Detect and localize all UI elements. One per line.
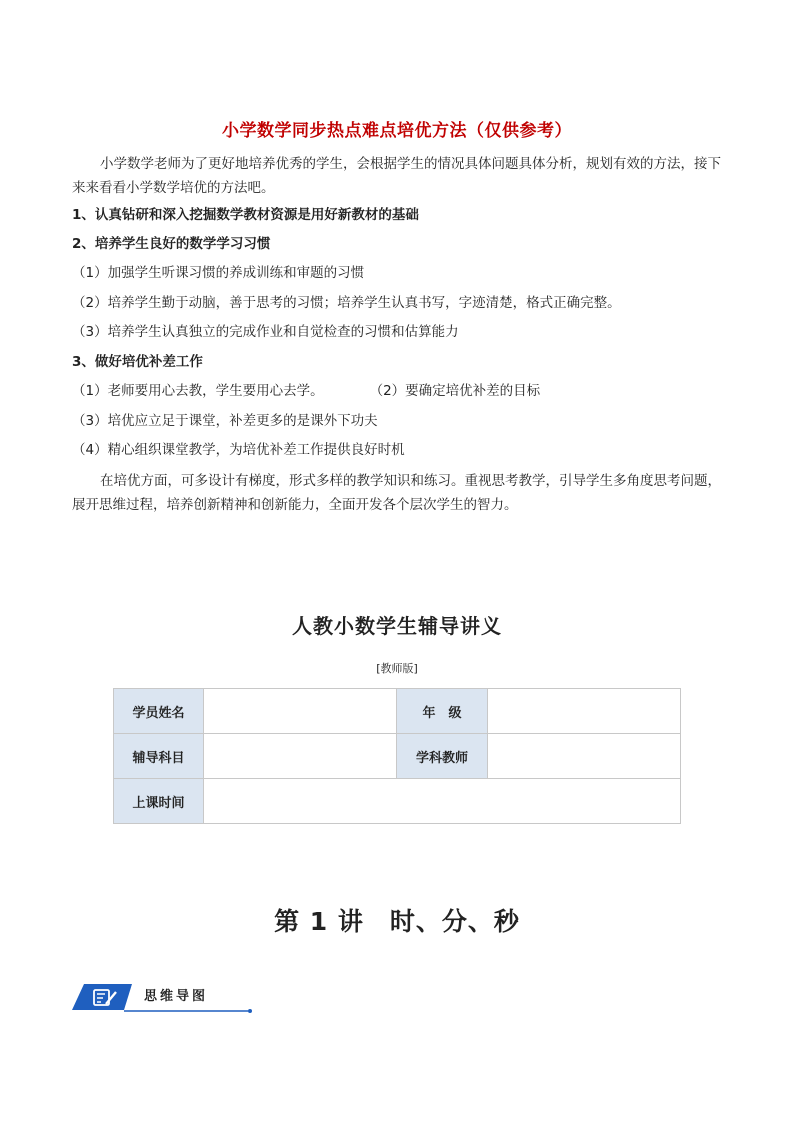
mindmap-label: 思维导图 xyxy=(144,989,209,1004)
intro-paragraph: 小学数学老师为了更好地培养优秀的学生，会根据学生的情况具体问题具体分析，规划有效的方法，接下来来看看小学数学培优的方法吧。 xyxy=(72,156,721,196)
mindmap-section-header xyxy=(72,982,254,1014)
section-3-item-2: （2）要确定培优补差的目标 xyxy=(369,383,541,399)
section-3-item-3: （3）培优应立足于课堂，补差更多的是课外下功夫 xyxy=(72,413,378,429)
closing-paragraph: 在培优方面，可多设计有梯度，形式多样的教学知识和练习。重视思考教学，引导学生多角度思考问题，展开思维过程，培养创新精神和创新能力，全面开发各个层次学生的智力。 xyxy=(72,473,721,513)
grade-label: 年 级 xyxy=(397,689,488,734)
section-2-item-2: （2）培养学生勤于动脑，善于思考的习惯；培养学生认真书写，字迹清楚，格式正确完整。 xyxy=(72,295,621,311)
section-1-heading: 1、认真钻研和深入挖掘数学教材资源是用好新教材的基础 xyxy=(72,207,419,223)
page-title: 小学数学同步热点难点培优方法（仅供参考） xyxy=(222,121,572,141)
section-2-heading: 2、培养学生良好的数学学习习惯 xyxy=(72,236,271,252)
subject-label: 辅导科目 xyxy=(114,734,204,779)
student-info-table xyxy=(113,688,681,824)
student-name-label: 学员姓名 xyxy=(114,689,204,734)
teacher-field[interactable] xyxy=(488,734,681,779)
lecture-title: 第 1 讲 时、分、秒 xyxy=(274,907,520,936)
handout-title: 人教小数学生辅导讲义 xyxy=(292,614,502,638)
subject-field[interactable] xyxy=(204,734,397,779)
class-time-field[interactable] xyxy=(204,779,681,824)
section-3-item-1: （1）老师要用心去教，学生要用心去学。 xyxy=(72,383,324,399)
section-2-item-3: （3）培养学生认真独立的完成作业和自觉检查的习惯和估算能力 xyxy=(72,324,459,340)
student-name-field[interactable] xyxy=(204,689,397,734)
teacher-label: 学科教师 xyxy=(397,734,488,779)
class-time-label: 上课时间 xyxy=(114,779,204,824)
section-2-item-1: （1）加强学生听课习惯的养成训练和审题的习惯 xyxy=(72,265,365,281)
section-3-heading: 3、做好培优补差工作 xyxy=(72,354,203,370)
edition-label: [教师版] xyxy=(376,662,418,675)
section-3-item-4: （4）精心组织课堂教学，为培优补差工作提供良好时机 xyxy=(72,442,405,458)
section-3-row-1 xyxy=(72,381,540,401)
grade-field[interactable] xyxy=(488,689,681,734)
